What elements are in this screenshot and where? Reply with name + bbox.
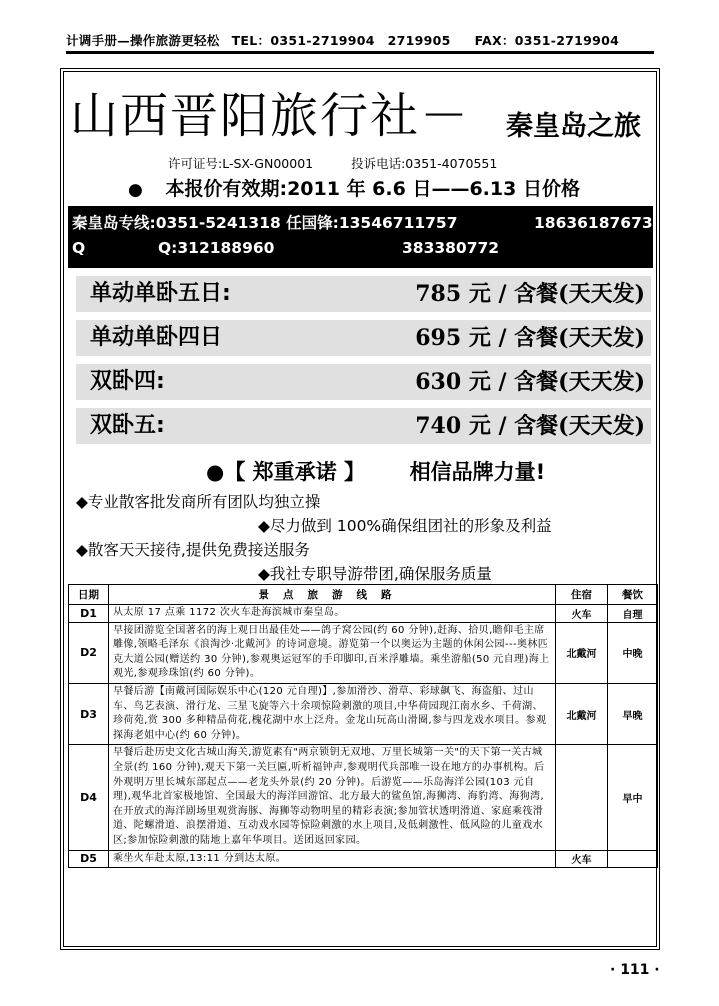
promise-slogan: 相信品牌力量!: [409, 460, 546, 484]
price-row: [76, 276, 651, 312]
meal-cell: 早晚: [608, 683, 658, 744]
header-tel: TEL：0351-2719904 2719905: [231, 33, 451, 48]
itinerary-table: [68, 584, 658, 868]
validity-text: 本报价有效期:2011 年 6.6 日——6.13 日价格: [165, 178, 580, 200]
day-cell: D4: [69, 745, 109, 850]
complaint-phone: 投诉电话:0351-4070551: [351, 156, 498, 171]
feature-item: ◆专业散客批发商所有团队均独立操: [76, 493, 321, 511]
header-slogan: 计调手册—操作旅游更轻松: [66, 33, 220, 48]
meal-cell: 中晚: [608, 622, 658, 683]
header-bar: [66, 32, 654, 54]
price-row: [76, 364, 651, 400]
day-cell: D1: [69, 605, 109, 623]
table-header-row: [69, 585, 658, 605]
license-line: [168, 154, 497, 172]
qq-number-1: Q:312188960: [158, 239, 275, 257]
route-cell: 早餐后游【南戴河国际娱乐中心(120 元自理)】,参加滑沙、滑草、彩球飙飞、海盗船、过山车、鸟艺表演、滑行龙、三星飞旋等六十余项惊险刺激的项目,中华荷园现江南水乡、千荷湖、珍荷苑,赏 300 多种精品荷花,槐花湖中水上泛舟。金龙山玩高山滑圈,参与四龙戏水项目。参观探海老姐中心(约 60 分钟)。: [109, 683, 556, 744]
meal-cell: [608, 850, 658, 868]
feature-item: ◆散客天天接待,提供免费接送服务: [76, 541, 310, 559]
price-row: [76, 408, 651, 444]
validity-line: [128, 174, 580, 201]
header-meal: 餐饮: [608, 585, 658, 605]
phone-2: 18636187673: [534, 214, 653, 232]
route-cell: 从太原 17 点乘 1172 次火车赴海滨城市秦皇岛。: [109, 605, 556, 623]
price-value: 630 元 / 含餐(天天发): [415, 369, 645, 395]
stay-cell: 火车: [556, 605, 608, 623]
header-route: 景点旅游线路: [109, 585, 556, 605]
stay-cell: 北戴河: [556, 622, 608, 683]
contact-block: [68, 206, 653, 268]
price-name: 单动单卧五日:: [90, 281, 231, 306]
table-row: [69, 850, 658, 868]
route-cell: 早餐后赴历史文化古城山海关,游览素有"两京锁钥无双地、万里长城第一关"的天下第一关古城全景(约 160 分钟),观天下第一关巨匾,听析福钟声,参观明代兵部唯一设在地方的办事机构。后外观明万里长城东部起点——老龙头外景(约 20 分钟)。后游览——乐岛海洋公园(103 元自理),观华北首家极地馆、全国最大的海洋回游馆、北方最大的鲨鱼馆,海狮湾、海豹湾、海狗湾,在开放式的海洋剧场里观赏海豚、海狮等动物明星的精彩表演;参加管状透明滑道、家庭乘筏滑道、陀螺滑道、浪摆滑道、互动戏水园等惊险刺激的水上项目,及低刺激性、低风险的儿童戏水区;参加惊险刺激的陆地上嘉年华项目。送团返回家园。: [109, 745, 556, 850]
feature-item: ◆我社专职导游带团,确保服务质量: [258, 565, 492, 583]
promise-title: ●【 郑重承诺 】: [206, 460, 365, 484]
page-number: · 111 ·: [610, 962, 660, 978]
hotline: 秦皇岛专线:0351-5241318 任国锋:13546711757: [72, 214, 458, 232]
price-name: 双卧四:: [90, 369, 165, 394]
stay-cell: 北戴河: [556, 683, 608, 744]
header-day: 日期: [69, 585, 109, 605]
price-row: [76, 320, 651, 356]
stay-cell: [556, 745, 608, 850]
day-cell: D2: [69, 622, 109, 683]
qq-label: Q: [72, 239, 86, 257]
stay-cell: 火车: [556, 850, 608, 868]
bullet-icon: ●: [128, 180, 143, 200]
table-row: [69, 605, 658, 623]
day-cell: D3: [69, 683, 109, 744]
route-cell: 早接团游览全国著名的海上观日出最佳处——鸽子窝公园(约 60 分钟),赶海、拾贝,瞻仰毛主席雕像,领略毛泽东《浪淘沙·北戴河》的诗词意境。游览第一个以奥运为主题的休闲公园---奥林匹克大道公园(赠送约 30 分钟),参观奥运冠军的手印脚印,百米浮雕墙。乘坐游船(50 元自理)海上观光,参观珍珠馆(约 60 分钟)。: [109, 622, 556, 683]
price-value: 695 元 / 含餐(天天发): [415, 325, 645, 351]
feature-item: ◆尽力做到 100%确保组团社的形象及利益: [258, 517, 552, 535]
table-row: [69, 745, 658, 850]
table-row: [69, 683, 658, 744]
header-stay: 住宿: [556, 585, 608, 605]
price-name: 单动单卧四日: [90, 325, 223, 350]
agency-title: 山西晋阳旅行社－: [70, 88, 471, 144]
header-fax: FAX：0351-2719904: [474, 33, 620, 48]
price-value: 740 元 / 含餐(天天发): [415, 413, 645, 439]
price-name: 双卧五:: [90, 413, 165, 438]
qq-number-2: 383380772: [402, 239, 500, 257]
tour-title: 秦皇岛之旅: [506, 111, 641, 142]
promise-heading: [206, 456, 545, 486]
price-value: 785 元 / 含餐(天天发): [415, 281, 645, 307]
day-cell: D5: [69, 850, 109, 868]
meal-cell: 早中: [608, 745, 658, 850]
meal-cell: 自理: [608, 605, 658, 623]
table-row: [69, 622, 658, 683]
route-cell: 乘坐火车赴太原,13:11 分到达太原。: [109, 850, 556, 868]
permit-number: 许可证号:L-SX-GN00001: [168, 156, 314, 171]
